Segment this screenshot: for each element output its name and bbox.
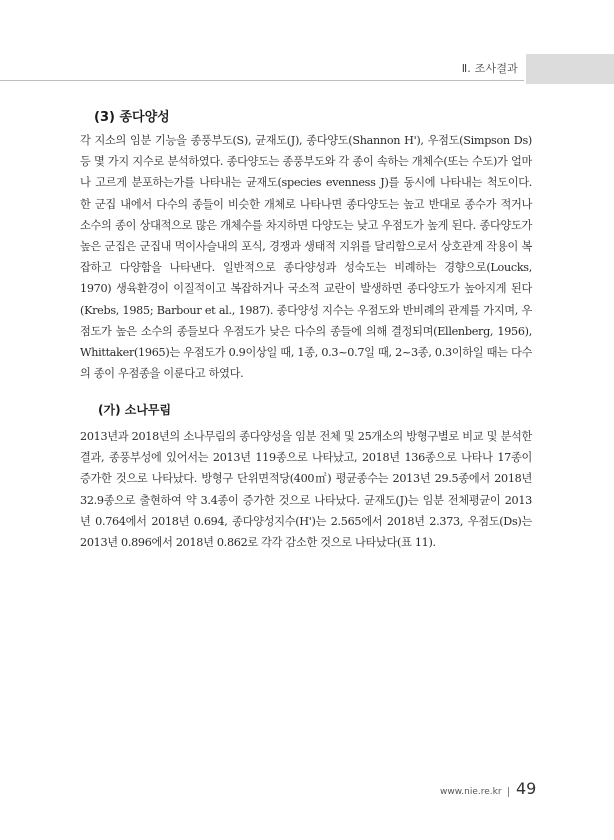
section-title: (3) 종다양성	[94, 110, 170, 125]
section-paragraph: 각 지소의 임분 기능을 종풍부도(S), 균재도(J), 종다양도(Shannon H'), 우점도(Simpson Ds) 등 몇 가지 지수로 분석하였다. 종다양도는 종풍부도와 각 종이 속하는 개체수(또는 수도)가 얼마나 고르게 분포하는가를 나타내는 균재도(species evenness J)를 동시에 나타내는 척도이다. 한 군집 내에서 다수의 종들이 비슷한 개체로 나타나면 종다양도는 높고 반대로 종수가 적거나 소수의 종이 상대적으로 많은 개체수를 차지하면 다양도는 낮고 우점도가 높게 된다. 종다양도가 높은 군집은 군집내 먹이사슬내의 포식, 경쟁과 생태적 지위를 달리함으로서 상호관계 작용이 복잡하고 다양함을 나타낸다. 일반적으로 종다양성과 성숙도는 비례하는 경향으로(Loucks, 1970) 생육환경이 이질적이고 복잡하거나 국소적 교란이 발생하면 종다양도가 높아지게 된다(Krebs, 1985; Barbour et al., 1987). 종다양성 지수는 우점도와 반비례의 관계를 가지며, 우점도가 높은 소수의 종들보다 우점도가 낮은 다수의 종들에 의해 결정되며(Ellenberg, 1956), Whittaker(1965)는 우점도가 0.9이상일 때, 1종, 0.3~0.7일 때, 2~3종, 0.3이하일 때는 다수의 종이 우점종을 이룬다고 하였다.	[80, 134, 532, 381]
header-tab-block	[526, 54, 614, 84]
page-number: 49	[516, 779, 537, 798]
running-header	[0, 52, 614, 82]
chapter-label: Ⅱ. 조사결과	[461, 62, 518, 75]
subsection-title: (가) 소나무림	[98, 403, 172, 417]
subsection-paragraph: 2013년과 2018년의 소나무림의 종다양성을 임분 전체 및 25개소의 방형구별로 비교 및 분석한 결과, 종풍부성에 있어서는 2013년 119종으로 나타났고, 2018년 136종으로 나타나 17종이 증가한 것으로 나타났다. 방형구 단위면적당(400㎡) 평균종수는 2013년 29.5종에서 2018년 32.9종으로 출현하여 약 3.4종이 증가한 것으로 나타났다. 균재도(J)는 임분 전체평균이 2013년 0.764에서 2018년 0.694, 종다양성지수(H')는 2.565에서 2018년 2.373, 우점도(Ds)는 2013년 0.896에서 2018년 0.862로 각각 감소한 것으로 나타났다(표 11).	[80, 430, 532, 550]
footer-separator	[508, 787, 509, 797]
header-rule	[0, 80, 524, 81]
footer-url: www.nie.re.kr	[440, 787, 502, 797]
